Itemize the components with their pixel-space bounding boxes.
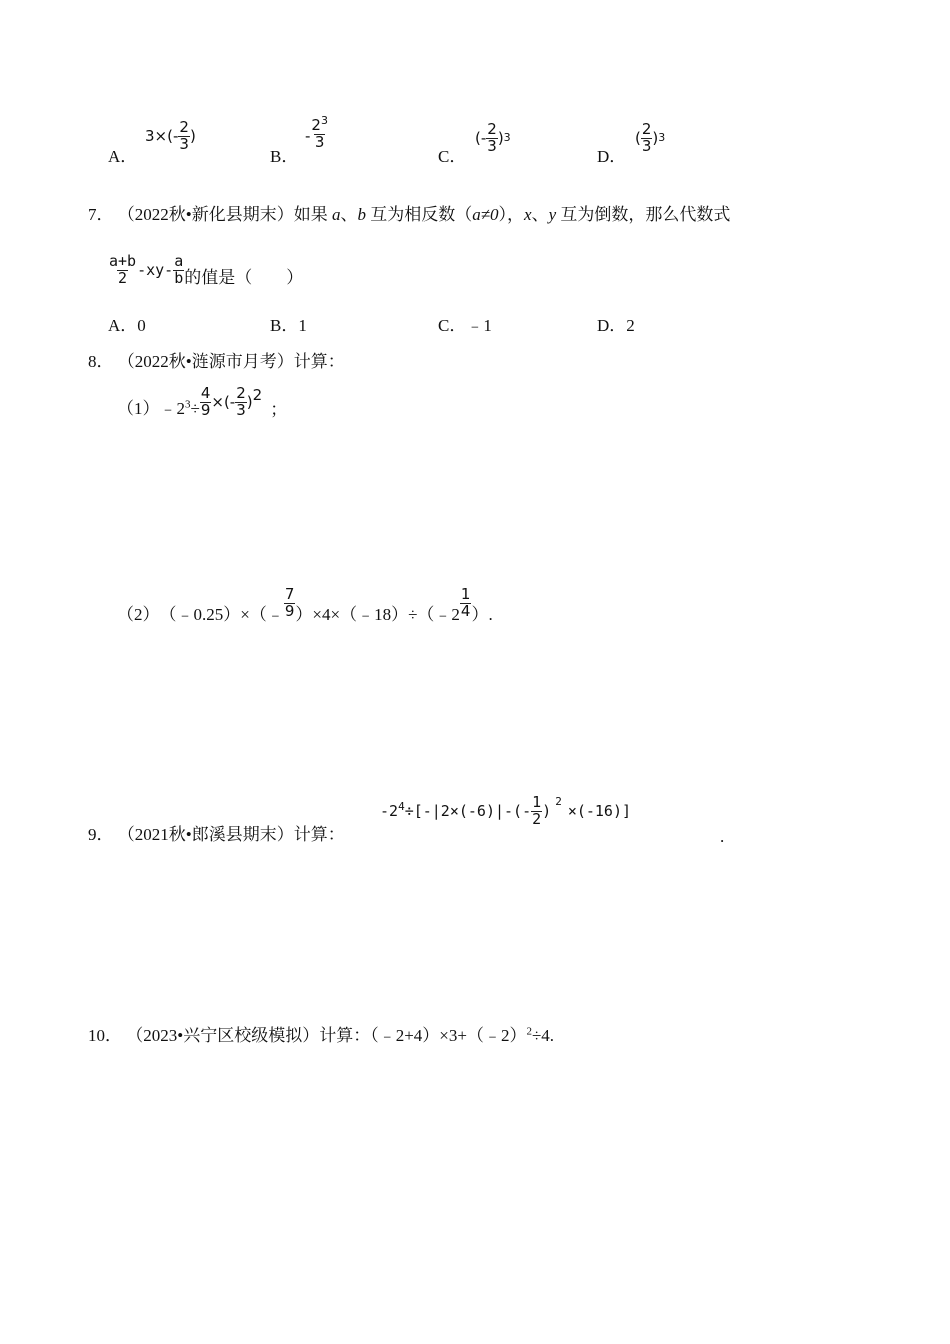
q6-option-a xyxy=(108,148,137,165)
q6-option-d-expr: ( $\frac{2}{3}$ ) 3 xyxy=(635,120,666,155)
q8-stem: 8． （2022秋•涟源市月考）计算： xyxy=(88,352,345,371)
q9-stem: 9． （2021秋•郎溪县期末）计算： xyxy=(88,825,345,844)
q7-option-a: A．0 xyxy=(108,316,146,335)
q9-end: . xyxy=(720,827,725,846)
q7-stem: 7． （2022秋•新化县期末）如果 a、b 互为相反数（a≠0），x、y 互为倒数，那么代数式 xyxy=(88,205,731,224)
question-source: （2022秋•涟源市月考） xyxy=(117,352,294,371)
q8-part1: （1） $﹣2^3\div$ $\frac{4}{9}$ ×(- $\frac{2}{3}$ ) 2 ； xyxy=(117,384,288,419)
option-label: C． xyxy=(438,147,467,166)
q7-option-b: B．1 xyxy=(270,316,307,335)
fraction: $\frac{7}{9}$ xyxy=(284,585,295,620)
fraction: $\frac{2}{3}$ xyxy=(236,384,246,419)
fraction: $\frac{2^3}{3}$ xyxy=(311,114,328,151)
fraction: $\frac{2}{3}$ xyxy=(641,120,652,155)
q9-expression: $-2^4$ ÷[-|2×(-6)|-(- $\frac{1}{2}$ ) 2 ×(-16)] xyxy=(380,793,632,828)
q7-option-d: D．2 xyxy=(597,316,635,335)
q6-option-d xyxy=(597,148,626,165)
q6-option-c xyxy=(438,148,466,165)
question-source: （2021秋•郎溪县期末） xyxy=(117,825,294,844)
option-label: A． xyxy=(108,147,138,166)
q7-option-c: C．﹣1 xyxy=(438,316,492,335)
fraction: $\frac{a}{b}$ xyxy=(174,252,184,287)
fraction: $\frac{a+b}{2}$ xyxy=(109,252,137,287)
part-label: （1） xyxy=(117,398,160,418)
fraction: $\frac{1}{4}$ xyxy=(460,585,471,620)
q6-option-b-expr: - $\frac{2^3}{3}$ xyxy=(305,114,328,151)
question-source: （2023•兴宁区校级模拟） xyxy=(126,1026,320,1045)
option-label: D． xyxy=(597,147,627,166)
q6-option-a-expr: 3×(- $\frac{2}{3}$ ) xyxy=(145,118,196,153)
question-number: 10． xyxy=(88,1026,122,1045)
question-source: （2022秋•新化县期末） xyxy=(117,205,294,224)
fraction: $\frac{2}{3}$ xyxy=(487,120,497,155)
question-number: 8． xyxy=(88,352,114,371)
fraction: $\frac{4}{9}$ xyxy=(200,384,211,419)
q6-option-b xyxy=(270,148,298,165)
question-number: 7． xyxy=(88,205,114,224)
fraction: $\frac{1}{2}$ xyxy=(532,793,542,828)
fraction: $\frac{2}{3}$ xyxy=(179,118,189,153)
part-label: （2） xyxy=(117,605,160,624)
option-label: B． xyxy=(270,147,299,166)
q7-expression: $\frac{a+b}{2}$ -xy- $\frac{a}{b}$ 的值是（ ） xyxy=(109,252,304,287)
q6-option-c-expr: (- $\frac{2}{3}$ ) 3 xyxy=(475,120,511,155)
q10-stem: 10． （2023•兴宁区校级模拟）计算：（﹣2+4）×3+（﹣2）$^2$÷4. xyxy=(88,1025,555,1045)
q8-part2: （2） （﹣0.25）×（﹣ $\frac{7}{9}$ ）×4×（﹣18）÷（﹣2 $\frac{1}{4}$ ）. xyxy=(117,585,493,624)
question-number: 9． xyxy=(88,825,114,844)
